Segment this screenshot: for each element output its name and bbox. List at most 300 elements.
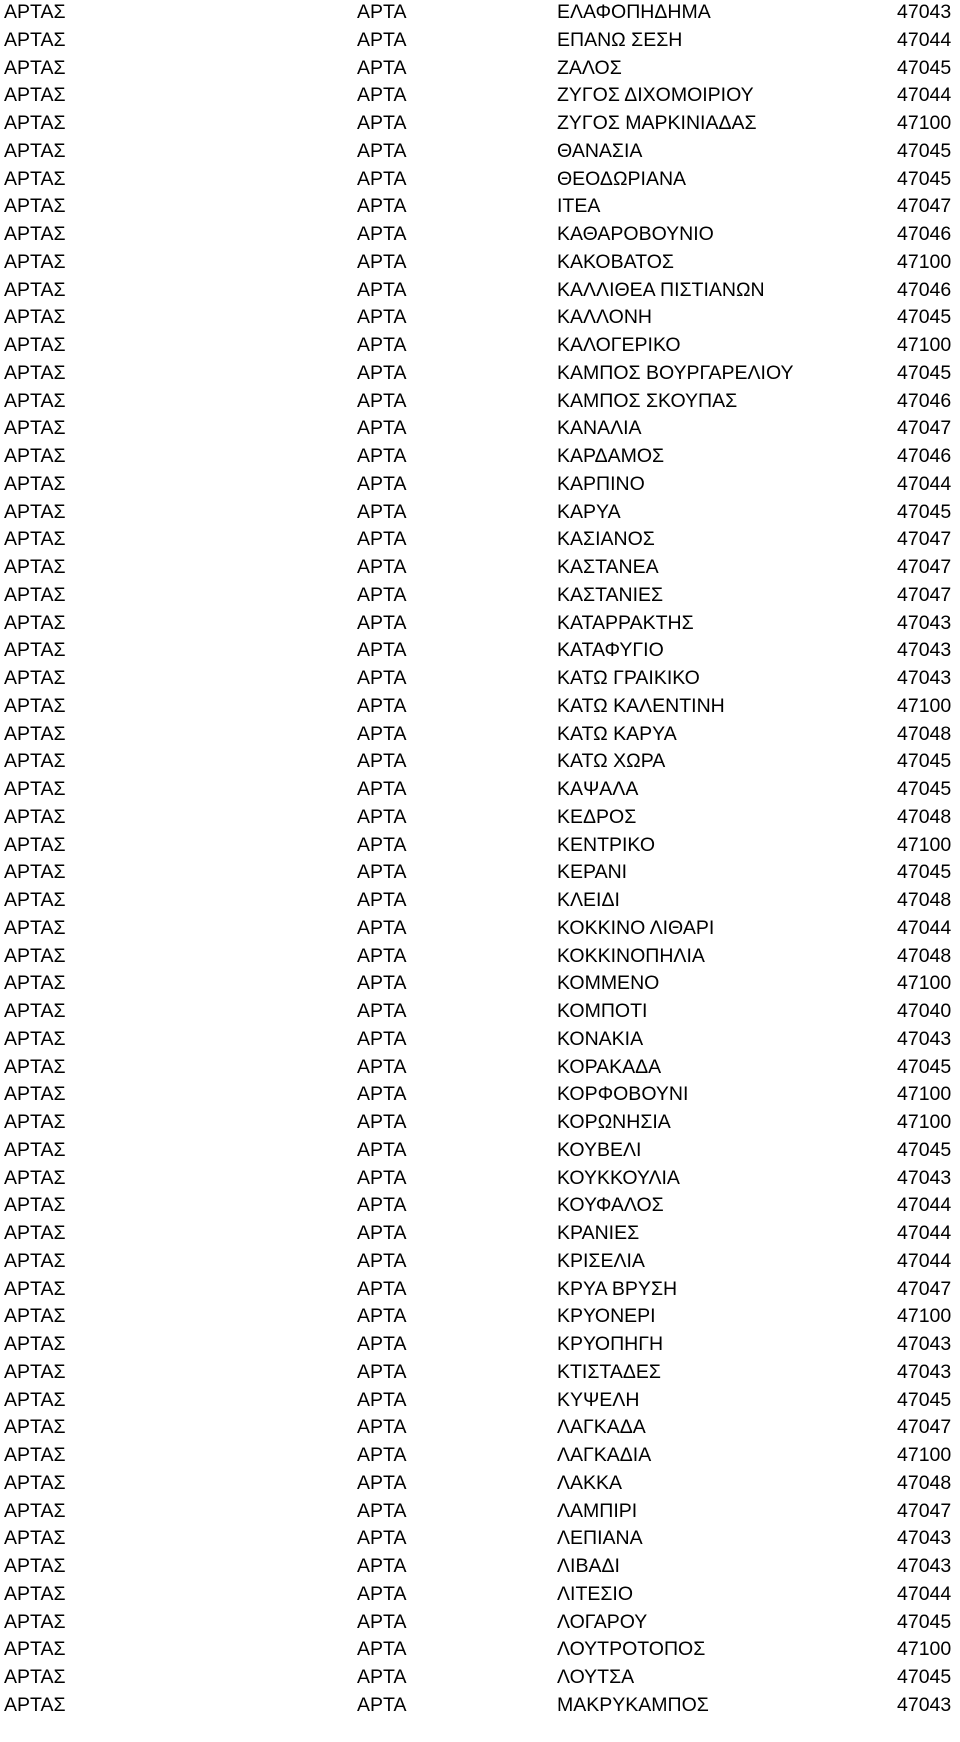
- prefecture-cell: ΑΡΤΑΣ: [4, 722, 66, 745]
- postcode-cell: 47044: [897, 916, 952, 939]
- table-row: [0, 167, 960, 195]
- postcode-cell: 47043: [897, 1360, 952, 1383]
- locality-cell: ΚΑΡΥΑ: [557, 500, 621, 523]
- locality-cell: ΘΕΟΔΩΡΙΑΝΑ: [557, 167, 687, 190]
- postcode-cell: 47046: [897, 278, 952, 301]
- municipality-cell: ΑΡΤΑ: [357, 1360, 407, 1383]
- table-row: [0, 1471, 960, 1499]
- municipality-cell: ΑΡΤΑ: [357, 972, 407, 995]
- locality-cell: ΚΑΤΑΡΡΑΚΤΗΣ: [557, 611, 694, 634]
- prefecture-cell: ΑΡΤΑΣ: [4, 1360, 66, 1383]
- locality-cell: ΛΑΚΚΑ: [557, 1471, 623, 1494]
- postcode-cell: 47044: [897, 1222, 952, 1244]
- table-row: [0, 805, 960, 833]
- postcode-cell: 47045: [897, 1666, 952, 1688]
- municipality-cell: ΑΡΤΑ: [357, 805, 407, 828]
- table-row: [0, 944, 960, 972]
- locality-cell: ΚΕΔΡΟΣ: [557, 805, 637, 828]
- locality-cell: ΚΡΥΟΝΕΡΙ: [557, 1305, 656, 1328]
- prefecture-cell: ΑΡΤΑΣ: [4, 361, 66, 384]
- prefecture-cell: ΑΡΤΑΣ: [4, 1555, 66, 1577]
- prefecture-cell: ΑΡΤΑΣ: [4, 1111, 66, 1133]
- locality-cell: ΚΑΝΑΛΙΑ: [557, 417, 642, 440]
- table-row: [0, 416, 960, 444]
- prefecture-cell: ΑΡΤΑΣ: [4, 112, 66, 134]
- table-row: [0, 527, 960, 555]
- table-row: [0, 83, 960, 111]
- locality-cell: ΜΑΚΡΥΚΑΜΠΟΣ: [557, 1693, 709, 1716]
- locality-cell: ΚΑΤΩ ΧΩΡΑ: [557, 750, 666, 773]
- postcode-cell: 47047: [897, 1499, 952, 1522]
- table-row: [0, 1193, 960, 1221]
- table-row: [0, 194, 960, 222]
- municipality-cell: ΑΡΤΑ: [357, 528, 407, 551]
- prefecture-cell: ΑΡΤΑΣ: [4, 639, 66, 662]
- table-row: [0, 666, 960, 694]
- table-row: [0, 333, 960, 361]
- locality-cell: ΚΑΣΙΑΝΟΣ: [557, 528, 655, 551]
- municipality-cell: ΑΡΤΑ: [357, 84, 407, 107]
- postcode-cell: 47048: [897, 889, 952, 911]
- municipality-cell: ΑΡΤΑ: [357, 1305, 407, 1328]
- locality-cell: ΚΑΣΤΑΝΙΕΣ: [557, 583, 664, 606]
- table-row: [0, 1554, 960, 1582]
- prefecture-cell: ΑΡΤΑΣ: [4, 1000, 66, 1022]
- municipality-cell: ΑΡΤΑ: [357, 223, 407, 245]
- prefecture-cell: ΑΡΤΑΣ: [4, 1166, 66, 1189]
- municipality-cell: ΑΡΤΑ: [357, 361, 407, 384]
- municipality-cell: ΑΡΤΑ: [357, 56, 407, 79]
- locality-cell: ΚΟΜΜΕΝΟ: [557, 972, 660, 995]
- municipality-cell: ΑΡΤΑ: [357, 611, 407, 634]
- municipality-cell: ΑΡΤΑ: [357, 667, 407, 689]
- postcode-cell: 47045: [897, 750, 952, 773]
- postcode-cell: 47045: [897, 167, 952, 190]
- postcode-cell: 47045: [897, 861, 952, 884]
- postcode-cell: 47048: [897, 722, 952, 745]
- prefecture-cell: ΑΡΤΑΣ: [4, 56, 66, 79]
- municipality-cell: ΑΡΤΑ: [357, 445, 407, 467]
- locality-cell: ΚΡΥΑ ΒΡΥΣΗ: [557, 1277, 678, 1300]
- locality-cell: ΚΑΜΠΟΣ ΣΚΟΥΠΑΣ: [557, 389, 738, 412]
- locality-cell: ΚΥΨΕΛΗ: [557, 1388, 640, 1411]
- table-row: [0, 1499, 960, 1527]
- postcode-cell: 47045: [897, 500, 952, 523]
- locality-cell: ΚΤΙΣΤΑΔΕΣ: [557, 1360, 661, 1383]
- municipality-cell: ΑΡΤΑ: [357, 1499, 407, 1522]
- prefecture-cell: ΑΡΤΑΣ: [4, 445, 66, 467]
- table-row: [0, 28, 960, 56]
- municipality-cell: ΑΡΤΑ: [357, 28, 407, 51]
- prefecture-cell: ΑΡΤΑΣ: [4, 1249, 66, 1272]
- locality-cell: ΚΟΚΚΙΝΟ ΛΙΘΑΡΙ: [557, 916, 715, 939]
- table-row: [0, 749, 960, 777]
- table-row: [0, 278, 960, 306]
- postcode-cell: 47100: [897, 1444, 952, 1466]
- locality-cell: ΚΑΜΠΟΣ ΒΟΥΡΓΑΡΕΛΙΟΥ: [557, 361, 794, 384]
- prefecture-cell: ΑΡΤΑΣ: [4, 805, 66, 828]
- postcode-cell: 47043: [897, 611, 952, 634]
- postcode-cell: 47043: [897, 1333, 952, 1355]
- table-row: [0, 833, 960, 861]
- table-row: [0, 1693, 960, 1721]
- prefecture-cell: ΑΡΤΑΣ: [4, 139, 66, 162]
- locality-cell: ΛΟΥΤΣΑ: [557, 1666, 635, 1688]
- locality-cell: ΚΟΡΩΝΗΣΙΑ: [557, 1111, 671, 1133]
- prefecture-cell: ΑΡΤΑΣ: [4, 972, 66, 995]
- municipality-cell: ΑΡΤΑ: [357, 583, 407, 606]
- locality-cell: ΚΑΣΤΑΝΕΑ: [557, 556, 659, 578]
- table-row: [0, 1249, 960, 1277]
- locality-cell: ΚΑΚΟΒΑΤΟΣ: [557, 250, 674, 273]
- prefecture-cell: ΑΡΤΑΣ: [4, 1527, 66, 1550]
- table-row: [0, 999, 960, 1027]
- locality-cell: ΚΟΡΦΟΒΟΥΝΙ: [557, 1083, 689, 1106]
- table-row: [0, 1221, 960, 1249]
- prefecture-cell: ΑΡΤΑΣ: [4, 1638, 66, 1661]
- table-row: [0, 1138, 960, 1166]
- table-row: [0, 1304, 960, 1332]
- locality-cell: ΚΑΘΑΡΟΒΟΥΝΙΟ: [557, 223, 714, 245]
- postcode-cell: 47045: [897, 361, 952, 384]
- prefecture-cell: ΑΡΤΑΣ: [4, 694, 66, 717]
- postcode-cell: 47047: [897, 1416, 952, 1439]
- municipality-cell: ΑΡΤΑ: [357, 139, 407, 162]
- locality-cell: ΚΟΚΚΙΝΟΠΗΛΙΑ: [557, 944, 705, 967]
- postcode-cell: 47045: [897, 1138, 952, 1161]
- postcode-cell: 47100: [897, 694, 952, 717]
- table-row: [0, 611, 960, 639]
- table-row: [0, 1360, 960, 1388]
- municipality-cell: ΑΡΤΑ: [357, 167, 407, 190]
- table-row: [0, 1582, 960, 1610]
- municipality-cell: ΑΡΤΑ: [357, 1693, 407, 1716]
- municipality-cell: ΑΡΤΑ: [357, 1194, 407, 1217]
- postcode-cell: 47043: [897, 1, 952, 23]
- municipality-cell: ΑΡΤΑ: [357, 639, 407, 662]
- prefecture-cell: ΑΡΤΑΣ: [4, 750, 66, 773]
- locality-cell: ΖΥΓΟΣ ΔΙΧΟΜΟΙΡΙΟΥ: [557, 84, 754, 107]
- prefecture-cell: ΑΡΤΑΣ: [4, 1471, 66, 1494]
- locality-cell: ΚΟΥΚΚΟΥΛΙΑ: [557, 1166, 680, 1189]
- locality-cell: ΚΑΡΠΙΝΟ: [557, 472, 645, 495]
- municipality-cell: ΑΡΤΑ: [357, 1000, 407, 1022]
- postcode-cell: 47100: [897, 112, 952, 134]
- postcode-cell: 47043: [897, 1027, 952, 1050]
- municipality-cell: ΑΡΤΑ: [357, 778, 407, 800]
- postcode-cell: 47047: [897, 583, 952, 606]
- prefecture-cell: ΑΡΤΑΣ: [4, 916, 66, 939]
- municipality-cell: ΑΡΤΑ: [357, 1388, 407, 1411]
- postcode-cell: 47048: [897, 1471, 952, 1494]
- locality-cell: ΛΙΤΕΣΙΟ: [557, 1582, 634, 1605]
- postcode-cell: 47044: [897, 1194, 952, 1217]
- prefecture-cell: ΑΡΤΑΣ: [4, 1499, 66, 1522]
- prefecture-cell: ΑΡΤΑΣ: [4, 556, 66, 578]
- table-row: [0, 111, 960, 139]
- prefecture-cell: ΑΡΤΑΣ: [4, 334, 66, 356]
- prefecture-cell: ΑΡΤΑΣ: [4, 1305, 66, 1328]
- municipality-cell: ΑΡΤΑ: [357, 1582, 407, 1605]
- locality-cell: ΛΟΓΑΡΟΥ: [557, 1610, 648, 1633]
- prefecture-cell: ΑΡΤΑΣ: [4, 84, 66, 107]
- locality-cell: ΚΑΛΟΓΕΡΙΚΟ: [557, 334, 681, 356]
- postcode-cell: 47047: [897, 417, 952, 440]
- prefecture-cell: ΑΡΤΑΣ: [4, 167, 66, 190]
- prefecture-cell: ΑΡΤΑΣ: [4, 1194, 66, 1217]
- locality-cell: ΚΡΑΝΙΕΣ: [557, 1222, 640, 1244]
- table-row: [0, 500, 960, 528]
- postcode-cell: 47043: [897, 1166, 952, 1189]
- table-row: [0, 139, 960, 167]
- postcode-cell: 47045: [897, 1388, 952, 1411]
- prefecture-cell: ΑΡΤΑΣ: [4, 417, 66, 440]
- table-row: [0, 389, 960, 417]
- table-row: [0, 1415, 960, 1443]
- municipality-cell: ΑΡΤΑ: [357, 889, 407, 911]
- table-row: [0, 444, 960, 472]
- prefecture-cell: ΑΡΤΑΣ: [4, 1138, 66, 1161]
- municipality-cell: ΑΡΤΑ: [357, 1111, 407, 1133]
- prefecture-cell: ΑΡΤΑΣ: [4, 278, 66, 301]
- locality-cell: ΖΑΛΟΣ: [557, 56, 622, 79]
- prefecture-cell: ΑΡΤΑΣ: [4, 28, 66, 51]
- municipality-cell: ΑΡΤΑ: [357, 694, 407, 717]
- municipality-cell: ΑΡΤΑ: [357, 306, 407, 329]
- postcode-cell: 47100: [897, 1638, 952, 1661]
- postcode-cell: 47044: [897, 1249, 952, 1272]
- prefecture-cell: ΑΡΤΑΣ: [4, 1666, 66, 1688]
- locality-cell: ΕΠΑΝΩ ΣΕΣΗ: [557, 28, 683, 51]
- prefecture-cell: ΑΡΤΑΣ: [4, 1027, 66, 1050]
- prefecture-cell: ΑΡΤΑΣ: [4, 1388, 66, 1411]
- postcode-cell: 47044: [897, 1582, 952, 1605]
- prefecture-cell: ΑΡΤΑΣ: [4, 528, 66, 551]
- prefecture-cell: ΑΡΤΑΣ: [4, 306, 66, 329]
- prefecture-cell: ΑΡΤΑΣ: [4, 250, 66, 273]
- table-row: [0, 694, 960, 722]
- municipality-cell: ΑΡΤΑ: [357, 556, 407, 578]
- table-row: [0, 305, 960, 333]
- postcode-cell: 47100: [897, 833, 952, 856]
- table-row: [0, 1277, 960, 1305]
- postcode-cell: 47100: [897, 1305, 952, 1328]
- table-row: [0, 1166, 960, 1194]
- municipality-cell: ΑΡΤΑ: [357, 1444, 407, 1466]
- postcode-cell: 47045: [897, 56, 952, 79]
- postcode-cell: 47046: [897, 389, 952, 412]
- table-row: [0, 1610, 960, 1638]
- locality-cell: ΚΕΡΑΝΙ: [557, 861, 628, 884]
- municipality-cell: ΑΡΤΑ: [357, 112, 407, 134]
- municipality-cell: ΑΡΤΑ: [357, 944, 407, 967]
- postcode-cell: 47045: [897, 778, 952, 800]
- table-row: [0, 222, 960, 250]
- locality-cell: ΚΟΥΦΑΛΟΣ: [557, 1194, 664, 1217]
- municipality-cell: ΑΡΤΑ: [357, 1166, 407, 1189]
- postcode-cell: 47044: [897, 84, 952, 107]
- prefecture-cell: ΑΡΤΑΣ: [4, 1333, 66, 1355]
- postcode-cell: 47043: [897, 639, 952, 662]
- prefecture-cell: ΑΡΤΑΣ: [4, 1693, 66, 1716]
- locality-cell: ΚΟΥΒΕΛΙ: [557, 1138, 642, 1161]
- table-row: [0, 916, 960, 944]
- postcode-cell: 47044: [897, 28, 952, 51]
- municipality-cell: ΑΡΤΑ: [357, 861, 407, 884]
- municipality-cell: ΑΡΤΑ: [357, 417, 407, 440]
- prefecture-cell: ΑΡΤΑΣ: [4, 889, 66, 911]
- municipality-cell: ΑΡΤΑ: [357, 1055, 407, 1078]
- municipality-cell: ΑΡΤΑ: [357, 1416, 407, 1439]
- locality-cell: ΛΑΓΚΑΔΑ: [557, 1416, 646, 1439]
- locality-cell: ΚΟΡΑΚΑΔΑ: [557, 1055, 662, 1078]
- municipality-cell: ΑΡΤΑ: [357, 1527, 407, 1550]
- locality-cell: ΚΑΛΛΙΘΕΑ ΠΙΣΤΙΑΝΩΝ: [557, 278, 765, 301]
- municipality-cell: ΑΡΤΑ: [357, 750, 407, 773]
- municipality-cell: ΑΡΤΑ: [357, 195, 407, 218]
- locality-cell: ΛΙΒΑΔΙ: [557, 1555, 620, 1577]
- prefecture-cell: ΑΡΤΑΣ: [4, 667, 66, 689]
- postcode-cell: 47047: [897, 195, 952, 218]
- postcode-cell: 47045: [897, 1055, 952, 1078]
- municipality-cell: ΑΡΤΑ: [357, 1083, 407, 1106]
- table-row: [0, 860, 960, 888]
- locality-cell: ΙΤΕΑ: [557, 195, 601, 218]
- table-row: [0, 56, 960, 84]
- prefecture-cell: ΑΡΤΑΣ: [4, 861, 66, 884]
- municipality-cell: ΑΡΤΑ: [357, 278, 407, 301]
- municipality-cell: ΑΡΤΑ: [357, 1, 407, 23]
- locality-cell: ΚΑΨΑΛΑ: [557, 778, 639, 800]
- prefecture-cell: ΑΡΤΑΣ: [4, 583, 66, 606]
- table-row: [0, 583, 960, 611]
- prefecture-cell: ΑΡΤΑΣ: [4, 472, 66, 495]
- table-row: [0, 1443, 960, 1471]
- municipality-cell: ΑΡΤΑ: [357, 1249, 407, 1272]
- locality-cell: ΛΑΜΠΙΡΙ: [557, 1499, 638, 1522]
- prefecture-cell: ΑΡΤΑΣ: [4, 833, 66, 856]
- table-row: [0, 472, 960, 500]
- prefecture-cell: ΑΡΤΑΣ: [4, 1416, 66, 1439]
- prefecture-cell: ΑΡΤΑΣ: [4, 1055, 66, 1078]
- prefecture-cell: ΑΡΤΑΣ: [4, 1610, 66, 1633]
- postcode-cell: 47047: [897, 528, 952, 551]
- locality-cell: ΘΑΝΑΣΙΑ: [557, 139, 643, 162]
- prefecture-cell: ΑΡΤΑΣ: [4, 1582, 66, 1605]
- locality-cell: ΛΑΓΚΑΔΙΑ: [557, 1444, 652, 1466]
- locality-cell: ΚΛΕΙΔΙ: [557, 889, 620, 911]
- municipality-cell: ΑΡΤΑ: [357, 1638, 407, 1661]
- prefecture-cell: ΑΡΤΑΣ: [4, 195, 66, 218]
- table-row: [0, 1082, 960, 1110]
- table-row: [0, 777, 960, 805]
- postcode-cell: 47100: [897, 1083, 952, 1106]
- municipality-cell: ΑΡΤΑ: [357, 1333, 407, 1355]
- locality-cell: ΚΕΝΤΡΙΚΟ: [557, 833, 656, 856]
- municipality-cell: ΑΡΤΑ: [357, 1138, 407, 1161]
- postcode-cell: 47045: [897, 139, 952, 162]
- postcode-cell: 47043: [897, 1555, 952, 1577]
- postcode-cell: 47044: [897, 472, 952, 495]
- postcode-cell: 47100: [897, 972, 952, 995]
- postcode-cell: 47100: [897, 1111, 952, 1133]
- postcode-cell: 47048: [897, 944, 952, 967]
- municipality-cell: ΑΡΤΑ: [357, 916, 407, 939]
- table-row: [0, 1110, 960, 1138]
- locality-cell: ΚΡΥΟΠΗΓΗ: [557, 1333, 664, 1355]
- municipality-cell: ΑΡΤΑ: [357, 1027, 407, 1050]
- postcode-cell: 47040: [897, 1000, 952, 1022]
- municipality-cell: ΑΡΤΑ: [357, 500, 407, 523]
- postcode-cell: 47043: [897, 667, 952, 689]
- municipality-cell: ΑΡΤΑ: [357, 472, 407, 495]
- table-row: [0, 1388, 960, 1416]
- prefecture-cell: ΑΡΤΑΣ: [4, 1083, 66, 1106]
- municipality-cell: ΑΡΤΑ: [357, 334, 407, 356]
- prefecture-cell: ΑΡΤΑΣ: [4, 944, 66, 967]
- prefecture-cell: ΑΡΤΑΣ: [4, 389, 66, 412]
- postcode-cell: 47045: [897, 1610, 952, 1633]
- prefecture-cell: ΑΡΤΑΣ: [4, 1222, 66, 1244]
- postcode-cell: 47048: [897, 805, 952, 828]
- table-row: [0, 0, 960, 28]
- municipality-cell: ΑΡΤΑ: [357, 722, 407, 745]
- locality-cell: ΚΑΡΔΑΜΟΣ: [557, 445, 665, 467]
- locality-cell: ΚΑΛΛΟΝΗ: [557, 306, 652, 329]
- postcode-cell: 47046: [897, 223, 952, 245]
- table-row: [0, 1055, 960, 1083]
- municipality-cell: ΑΡΤΑ: [357, 250, 407, 273]
- postcode-cell: 47047: [897, 556, 952, 578]
- table-row: [0, 888, 960, 916]
- locality-cell: ΚΑΤΩ ΓΡΑΙΚΙΚΟ: [557, 667, 700, 689]
- municipality-cell: ΑΡΤΑ: [357, 1222, 407, 1244]
- postcode-cell: 47100: [897, 334, 952, 356]
- table-row: [0, 1332, 960, 1360]
- locality-cell: ΛΕΠΙΑΝΑ: [557, 1527, 643, 1550]
- prefecture-cell: ΑΡΤΑΣ: [4, 223, 66, 245]
- table-row: [0, 250, 960, 278]
- table-row: [0, 638, 960, 666]
- locality-cell: ΚΑΤΩ ΚΑΛΕΝΤΙΝΗ: [557, 694, 725, 717]
- postcode-cell: 47047: [897, 1277, 952, 1300]
- locality-cell: ΖΥΓΟΣ ΜΑΡΚΙΝΙΑΔΑΣ: [557, 112, 757, 134]
- locality-cell: ΚΟΝΑΚΙΑ: [557, 1027, 644, 1050]
- prefecture-cell: ΑΡΤΑΣ: [4, 1277, 66, 1300]
- prefecture-cell: ΑΡΤΑΣ: [4, 1, 66, 23]
- locality-cell: ΚΟΜΠΟΤΙ: [557, 1000, 648, 1022]
- locality-cell: ΛΟΥΤΡΟΤΟΠΟΣ: [557, 1638, 706, 1661]
- municipality-cell: ΑΡΤΑ: [357, 1555, 407, 1577]
- prefecture-cell: ΑΡΤΑΣ: [4, 500, 66, 523]
- table-row: [0, 971, 960, 999]
- prefecture-cell: ΑΡΤΑΣ: [4, 778, 66, 800]
- table-row: [0, 1665, 960, 1693]
- locality-cell: ΚΑΤΩ ΚΑΡΥΑ: [557, 722, 677, 745]
- table-row: [0, 361, 960, 389]
- postcode-cell: 47046: [897, 445, 952, 467]
- municipality-cell: ΑΡΤΑ: [357, 389, 407, 412]
- prefecture-cell: ΑΡΤΑΣ: [4, 1444, 66, 1466]
- locality-cell: ΚΡΙΣΕΛΙΑ: [557, 1249, 645, 1272]
- postcode-cell: 47100: [897, 250, 952, 273]
- locality-cell: ΕΛΑΦΟΠΗΔΗΜΑ: [557, 1, 711, 23]
- postcode-cell: 47045: [897, 306, 952, 329]
- table-row: [0, 1526, 960, 1554]
- locality-cell: ΚΑΤΑΦΥΓΙΟ: [557, 639, 664, 662]
- postcode-cell: 47043: [897, 1527, 952, 1550]
- municipality-cell: ΑΡΤΑ: [357, 1277, 407, 1300]
